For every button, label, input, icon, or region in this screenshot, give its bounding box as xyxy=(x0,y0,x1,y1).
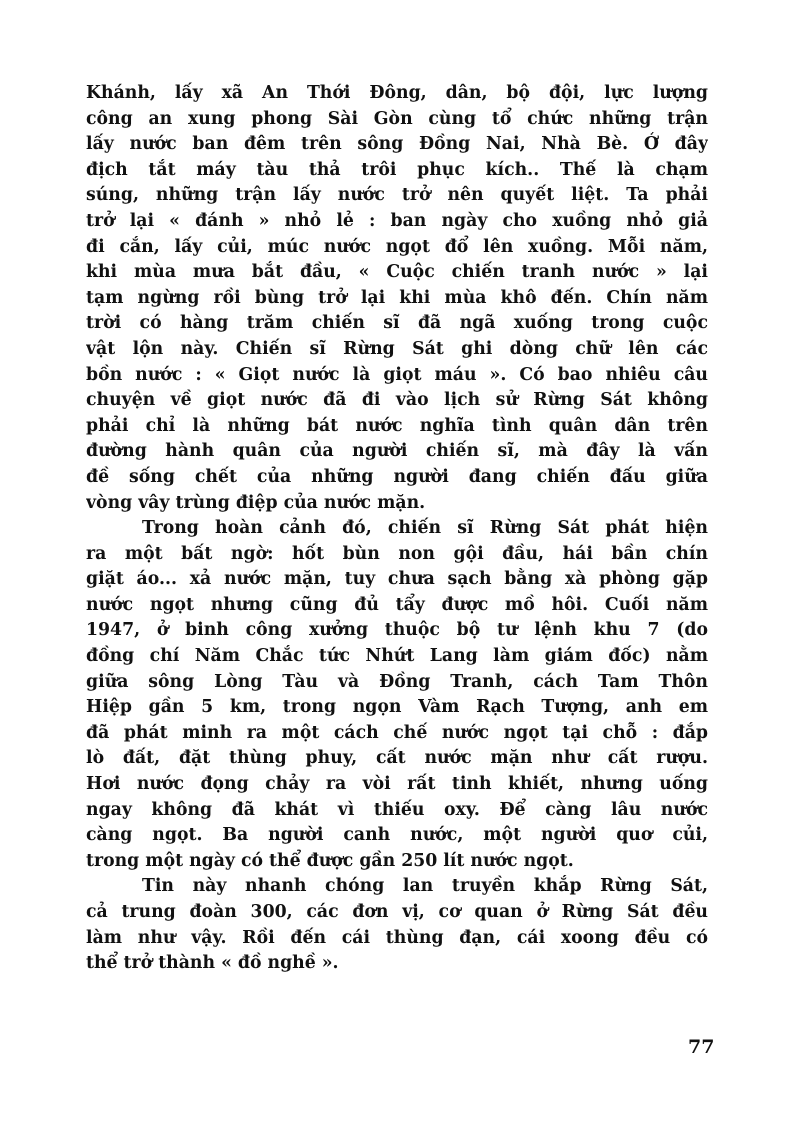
page-number: 77 xyxy=(688,1036,715,1058)
text-line: lấy nước ban đêm trên sông Đồng Nai, Nhà Bè. Ở đây xyxy=(86,134,708,155)
text-line: đi cắn, lấy củi, múc nước ngọt đổ lên xuồng. Mỗi năm, xyxy=(86,236,708,257)
text-line: lò đất, đặt thùng phuy, cất nước mặn như cất rượu. xyxy=(86,748,708,769)
text-line: vòng vây trùng điệp của nước mặn. xyxy=(86,492,426,513)
text-line: thể trở thành « đồ nghề ». xyxy=(86,953,339,974)
text-line: đã phát minh ra một cách chế nước ngọt tại chỗ : đắp xyxy=(86,722,708,743)
text-line: trở lại « đánh » nhỏ lẻ : ban ngày cho xuồng nhỏ giả xyxy=(86,210,708,231)
text-line: trong một ngày có thể được gần 250 lít nước ngọt. xyxy=(86,850,574,871)
text-line: ra một bất ngờ: hốt bùn non gội đầu, hái bần chín xyxy=(86,543,708,564)
text-line: vật lộn này. Chiến sĩ Rừng Sát ghi dòng chữ lên các xyxy=(86,338,708,359)
body-text xyxy=(86,81,708,977)
text-line: bồn nước : « Giọt nước là giọt máu ». Có bao nhiêu câu xyxy=(86,364,708,385)
text-line: giặt áo... xả nước mặn, tuy chưa sạch bằng xà phòng gặp xyxy=(86,569,708,590)
text-line: Khánh, lấy xã An Thới Đông, dân, bộ đội, lực lượng xyxy=(86,83,708,103)
text-line: đường hành quân của người chiến sĩ, mà đây là vấn xyxy=(86,441,708,462)
text-line: làm như vậy. Rồi đến cái thùng đạn, cái xoong đều có xyxy=(86,927,708,948)
paragraph-first-line: Tin này nhanh chóng lan truyền khắp Rừng Sát, xyxy=(142,876,708,897)
text-line: đề sống chết của những người đang chiến đấu giữa xyxy=(86,466,708,487)
text-line: Hơi nước đọng chảy ra vòi rất tinh khiết, nhưng uống xyxy=(86,774,708,795)
text-line: địch tắt máy tàu thả trôi phục kích.. Thế là chạm xyxy=(86,159,708,180)
text-line: nước ngọt nhưng cũng đủ tẩy được mồ hôi. Cuối năm xyxy=(86,594,708,615)
text-line: trời có hàng trăm chiến sĩ đã ngã xuống trong cuộc xyxy=(86,313,708,334)
paragraph-first-line: Trong hoàn cảnh đó, chiến sĩ Rừng Sát phát hiện xyxy=(142,518,708,539)
text-line: súng, những trận lấy nước trở nên quyết liệt. Ta phải xyxy=(86,185,708,206)
text-line: đồng chí Năm Chắc tức Nhứt Lang làm giám đốc) nằm xyxy=(86,646,708,667)
text-line: giữa sông Lòng Tàu và Đồng Tranh, cách Tam Thôn xyxy=(86,671,708,692)
text-line: khi mùa mưa bắt đầu, « Cuộc chiến tranh nước » lại xyxy=(86,262,708,283)
text-line: càng ngọt. Ba người canh nước, một người quơ củi, xyxy=(86,825,708,846)
text-line: Hiệp gần 5 km, trong ngọn Vàm Rạch Tượng, anh em xyxy=(86,697,708,718)
text-line: 1947, ở binh công xưởng thuộc bộ tư lệnh khu 7 (do xyxy=(86,620,708,641)
text-line: tạm ngừng rồi bùng trở lại khi mùa khô đến. Chín năm xyxy=(86,287,708,308)
text-line: chuyện về giọt nước đã đi vào lịch sử Rừng Sát không xyxy=(86,390,708,411)
text-line: ngay không đã khát vì thiếu oxy. Để càng lâu nước xyxy=(86,799,708,820)
text-line: công an xung phong Sài Gòn cùng tổ chức những trận xyxy=(86,108,708,129)
text-line: cả trung đoàn 300, các đơn vị, cơ quan ở Rừng Sát đều xyxy=(86,902,708,922)
text-line: phải chỉ là những bát nước nghĩa tình quân dân trên xyxy=(86,415,708,436)
